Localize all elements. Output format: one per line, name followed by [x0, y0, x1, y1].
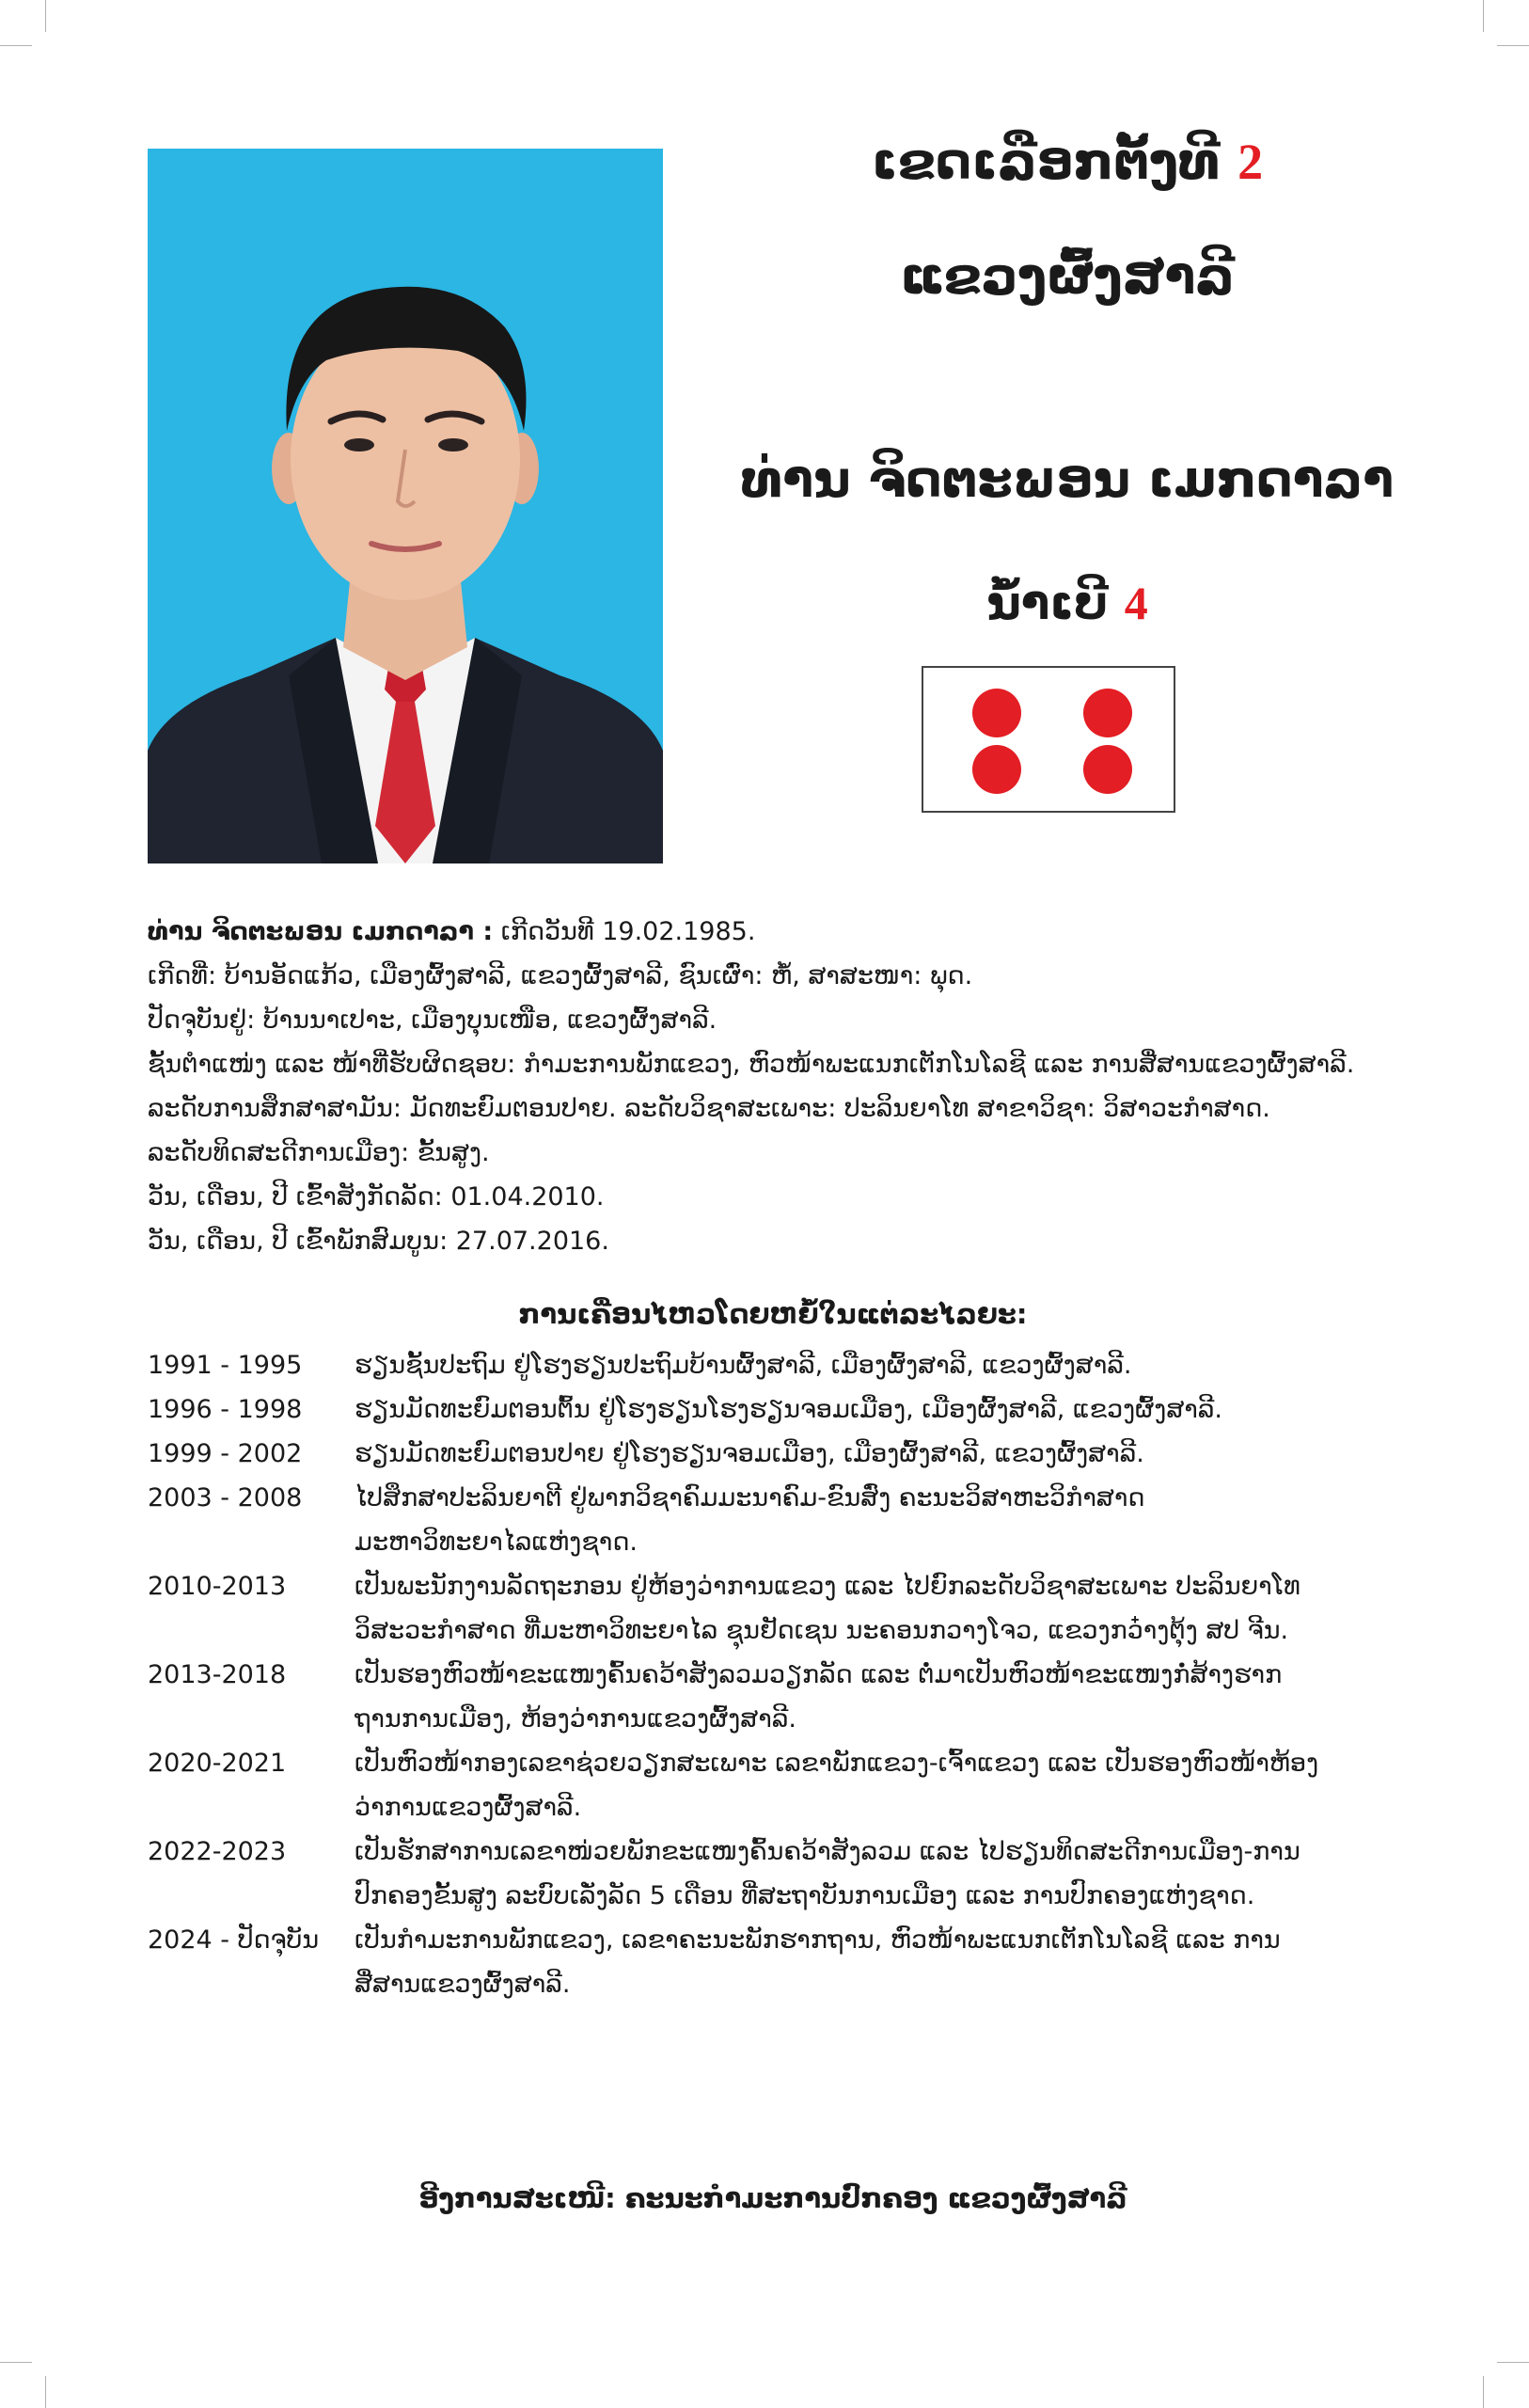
history-text: ປົກຄອງຂັ້ນສູງ ລະບົບເລັ່ງລັດ 5 ເດືອນ ທີ່ສະຖາບັນການເມືອງ ແລະ ການປົກຄອງແຫ່ງຊາດ. — [355, 1881, 1255, 1910]
history-list — [148, 1343, 1408, 2006]
ballot-dot — [1083, 745, 1132, 794]
crop-mark — [0, 45, 32, 46]
ballot-dot — [1083, 689, 1132, 737]
district-title: ເຂດເລືອກຕັ້ງທີ 2 — [871, 132, 1264, 191]
history-title: ການເຄື່ອນໄຫວໂດຍຫຍໍ້ໃນແຕ່ລະໄລຍະ: — [518, 1298, 1028, 1330]
proposal-footer: ອີງການສະເໜີ: ຄະນະກໍາມະການປົກຄອງ ແຂວງຜົ້ງສາລີ — [418, 2182, 1127, 2214]
history-text: ສື່ສານແຂວງຜົ້ງສາລີ. — [355, 1970, 571, 1999]
bio-line: ລະດັບທິດສະດີການເມືອງ: ຂັ້ນສູງ. — [148, 1138, 490, 1167]
history-period: 2022-2023 — [148, 1837, 287, 1866]
history-period: 2020-2021 — [148, 1749, 287, 1778]
history-period: 2010-2013 — [148, 1572, 287, 1601]
history-text: ເປັນກໍາມະການພັກແຂວງ, ເລຂາຄະນະພັກຮາກຖານ, ຫົວໜ້າພະແນກເຕັກໂນໂລຊີ ແລະ ການ — [355, 1925, 1281, 1955]
history-period: 2024 - ປັດຈຸບັນ — [148, 1925, 320, 1955]
crop-mark — [1483, 2376, 1484, 2408]
history-item — [148, 1564, 1408, 1653]
history-text: ຮຽນຊັ້ນປະຖົມ ຢູ່ໂຮງຮຽນປະຖົມບ້ານຜົ້ງສາລີ, ເມືອງຜົ້ງສາລີ, ແຂວງຜົ້ງສາລີ. — [355, 1351, 1132, 1380]
history-text: ຖານການເມືອງ, ຫ້ອງວ່າການແຂວງຜົ້ງສາລີ. — [355, 1704, 796, 1734]
bio-line-birth: ທ່ານ ຈິດຕະພອນ ເມກດາລາ : ເກີດວັນທີ 19.02.1985. — [148, 917, 756, 946]
bio-line: ວັນ, ເດືອນ, ປີ ເຂົ້າສັງກັດລັດ: 01.04.2010. — [148, 1182, 605, 1212]
history-item — [148, 1387, 1408, 1432]
history-text: ຮຽນມັດທະຍົມຕອນຕົ້ນ ຢູ່ໂຮງຮຽນໂຮງຮຽນຈອມເມືອງ, ເມືອງຜົ້ງສາລີ, ແຂວງຜົ້ງສາລີ. — [355, 1395, 1222, 1424]
candidate-name: ທ່ານ ຈິດຕະພອນ ເມກດາລາ — [740, 450, 1395, 509]
history-period: 1996 - 1998 — [148, 1395, 303, 1424]
history-item — [148, 1918, 1408, 2006]
ballot-dot — [972, 689, 1021, 737]
district-number: 2 — [1237, 134, 1264, 190]
bio-name-label: ທ່ານ ຈິດຕະພອນ ເມກດາລາ : — [148, 917, 494, 946]
history-item — [148, 1830, 1408, 1918]
history-text: ເປັນພະນັກງານລັດຖະກອນ ຢູ່ຫ້ອງວ່າການແຂວງ ແລະ ໄປຍົກລະດັບວິຊາສະເພາະ ປະລິນຍາໂທ — [355, 1572, 1300, 1601]
history-item — [148, 1432, 1408, 1476]
history-text: ຮຽນມັດທະຍົມຕອນປາຍ ຢູ່ໂຮງຮຽນຈອມເມືອງ, ເມືອງຜົ້ງສາລີ, ແຂວງຜົ້ງສາລີ. — [355, 1439, 1144, 1468]
crop-mark — [0, 2362, 32, 2363]
ballot-symbol-box — [922, 666, 1175, 813]
history-text: ໄປສຶກສາປະລິນຍາຕີ ຢູ່ພາກວິຊາຄົມມະນາຄົມ-ຂົນສົ່ງ ຄະນະວິສາຫະວິກໍາສາດ — [355, 1483, 1145, 1513]
bio-line: ເກີດທີ່: ບ້ານອັດແກ້ວ, ເມືອງຜົ້ງສາລີ, ແຂວງຜົ້ງສາລີ, ຊົນເຜົ່າ: ຫໍ້, ສາສະໜາ: ພຸດ. — [148, 961, 973, 990]
history-period: 1991 - 1995 — [148, 1351, 303, 1380]
history-period: 2013-2018 — [148, 1660, 287, 1689]
history-text: ວິສະວະກໍາສາດ ທີ່ມະຫາວິທະຍາໄລ ຊຸນຢັດເຊນ ນະຄອນກວາງໂຈວ, ແຂວງກວ໋າງຕຸ້ງ ສປ ຈີນ. — [355, 1616, 1289, 1645]
history-item — [148, 1343, 1408, 1387]
candidate-number: 4 — [1124, 577, 1148, 629]
history-item — [148, 1653, 1408, 1741]
bio-line: ວັນ, ເດືອນ, ປີ ເຂົ້າພັກສົມບູນ: 27.07.2016. — [148, 1227, 609, 1256]
history-period: 1999 - 2002 — [148, 1439, 303, 1468]
bio-line: ລະດັບການສຶກສາສາມັນ: ມັດທະຍົມຕອນປາຍ. ລະດັບວິຊາສະເພາະ: ປະລິນຍາໂທ ສາຂາວິຊາ: ວິສາວະກໍາສາດ. — [148, 1094, 1270, 1123]
history-text: ເປັນຮອງຫົວໜ້າຂະແໜງຄົ້ນຄວ້າສັງລວມວຽກລັດ ແລະ ຕໍ່ມາເປັນຫົວໜ້າຂະແໜງກໍ່ສ້າງຮາກ — [355, 1660, 1283, 1689]
history-item — [148, 1741, 1408, 1830]
history-text: ເປັນຮັກສາການເລຂາໜ່ວຍພັກຂະແໜງຄົ້ນຄວ້າສັງລວມ ແລະ ໄປຮຽນທິດສະດີການເມືອງ-ການ — [355, 1837, 1300, 1866]
crop-mark — [1497, 2362, 1529, 2363]
biography — [148, 910, 1398, 1263]
history-period: 2003 - 2008 — [148, 1483, 303, 1513]
history-text: ວ່າການແຂວງຜົ້ງສາລີ. — [355, 1793, 582, 1822]
bio-line: ຊັ້ນຕໍາແໜ່ງ ແລະ ໜ້າທີ່ຮັບຜິດຊອບ: ກໍາມະການພັກແຂວງ, ຫົວໜ້າພະແນກເຕັກໂນໂລຊີ ແລະ ການສື່ສານແຂວງຜົ້ງສາລີ. — [148, 1050, 1355, 1079]
history-text: ເປັນຫົວໜ້າກອງເລຂາຊ່ວຍວຽກສະເພາະ ເລຂາພັກແຂວງ-ເຈົ້າແຂວງ ແລະ ເປັນຮອງຫົວໜ້າຫ້ອງ — [355, 1749, 1319, 1778]
candidate-number-title: ນໍ້າເບີ 4 — [986, 576, 1148, 630]
crop-mark — [1483, 0, 1484, 32]
history-item — [148, 1476, 1408, 1564]
bio-line: ປັດຈຸບັນຢູ່: ບ້ານນາເປາະ, ເມືອງບຸນເໜືອ, ແຂວງຜົ້ງສາລີ. — [148, 1006, 717, 1035]
crop-mark — [45, 0, 46, 32]
candidate-portrait — [148, 149, 663, 863]
ballot-dot — [972, 745, 1021, 794]
province-title: ແຂວງຜົ້ງສາລີ — [900, 246, 1235, 306]
crop-mark — [1497, 45, 1529, 46]
history-text: ມະຫາວິທະຍາໄລແຫ່ງຊາດ. — [355, 1528, 638, 1557]
crop-mark — [45, 2376, 46, 2408]
